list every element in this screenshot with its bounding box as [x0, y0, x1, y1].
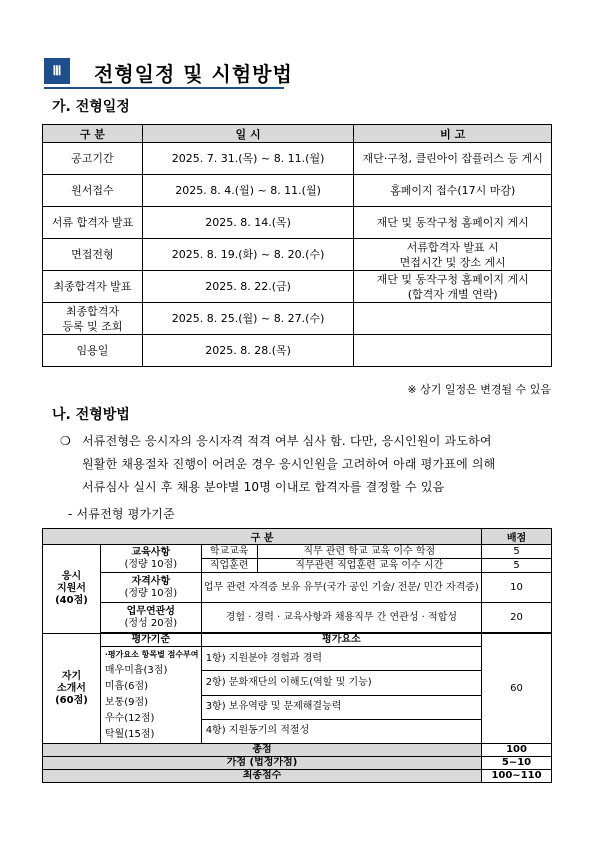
category-line: 최종합격자	[65, 304, 119, 318]
section-title: 전형일정 및 시험방법	[94, 62, 293, 86]
table-row	[43, 175, 552, 207]
final-label: 최종점수	[43, 770, 482, 783]
self-head-elements: 평가요소	[201, 634, 481, 647]
table-row	[43, 545, 552, 559]
table-row	[43, 335, 552, 367]
total-label: 총점	[43, 744, 482, 757]
schedule-table	[42, 124, 552, 367]
col-header-date: 일 시	[142, 125, 354, 143]
qual-desc: 업무 관련 자격증 보유 유무(국가 공인 기술/ 전문/ 민간 자격증)	[201, 573, 481, 603]
criteria-table	[42, 528, 552, 783]
col-header-score: 배점	[482, 529, 552, 545]
cell-note	[354, 335, 552, 367]
final-score: 100~110	[482, 770, 552, 783]
total-row	[43, 744, 552, 757]
cell-note: 재단·구청, 클린아이 잡플러스 등 게시	[354, 143, 552, 175]
cell-note: 홈페이지 접수(17시 마감)	[354, 175, 552, 207]
total-score: 100	[482, 744, 552, 757]
grade-scale: ·평가요소 항목별 점수부여 매우미흡(3점) 미흡(6점) 보통(9점) 우수(12점) 탁월(15점)	[100, 647, 201, 744]
bonus-label: 가점 (법정가점)	[43, 757, 482, 770]
cell-date: 2025. 8. 14.(목)	[142, 207, 354, 239]
table-row	[43, 647, 552, 671]
final-row	[43, 770, 552, 783]
cell-date: 2025. 8. 4.(월) ~ 8. 11.(월)	[142, 175, 354, 207]
qual-label: 자격사항 (정량 10점)	[100, 573, 201, 603]
cell-date: 2025. 8. 28.(목)	[142, 335, 354, 367]
table-header-row	[43, 125, 552, 143]
schedule-footnote: ※ 상기 일정은 변경될 수 있음	[407, 383, 551, 396]
exp-score: 20	[482, 603, 552, 633]
self-head-criteria: 평가기준	[100, 634, 201, 647]
element-item: 1항) 지원분야 경험과 경력	[201, 647, 481, 671]
element-item: 2항) 문화재단의 이해도(역할 및 기능)	[201, 671, 481, 695]
table-header-row	[43, 529, 552, 545]
method-paragraph	[60, 430, 495, 499]
note-line: 면접시간 및 장소 게시	[399, 255, 506, 269]
element-item: 4항) 지원동기의 적절성	[201, 719, 481, 743]
table-row	[43, 239, 552, 271]
cell-date: 2025. 8. 22.(금)	[142, 271, 354, 303]
edu-desc: 직무 관련 학교 교육 이수 학점	[257, 545, 481, 559]
self-intro-score: 60	[482, 634, 552, 744]
self-intro-label: 자기 소개서 (60점)	[43, 634, 101, 744]
cell-date: 2025. 8. 19.(화) ~ 8. 20.(수)	[142, 239, 354, 271]
edu-type: 직업훈련	[201, 559, 257, 573]
table-row	[43, 573, 552, 603]
note-line: 서류합격자 발표 시	[406, 240, 499, 254]
table-row	[43, 303, 552, 335]
cell-category: 면접전형	[43, 239, 143, 271]
exp-desc: 경험 · 경력 · 교육사항과 채용직무 간 연관성 · 적합성	[201, 603, 481, 633]
col-header-category: 구 분	[43, 529, 482, 545]
cell-category: 원서접수	[43, 175, 143, 207]
edu-type: 학교교육	[201, 545, 257, 559]
para-line: 서류심사 실시 후 채용 분야별 10명 이내로 합격자를 결정할 수 있음	[82, 480, 445, 494]
section-number-badge: Ⅲ	[44, 58, 70, 84]
cell-note	[354, 239, 552, 271]
table-row	[43, 207, 552, 239]
col-header-note: 비 고	[354, 125, 552, 143]
cell-category: 서류 합격자 발표	[43, 207, 143, 239]
subsection-title-method: 나. 전형방법	[52, 407, 130, 423]
cell-note	[354, 303, 552, 335]
edu-desc: 직무관련 직업훈련 교육 이수 시간	[257, 559, 481, 573]
bonus-row	[43, 757, 552, 770]
exp-label: 업무연관성 (정성 20점)	[100, 603, 201, 633]
table-row	[43, 634, 552, 647]
title-underline	[44, 87, 284, 89]
element-item: 3항) 보유역량 및 문제해결능력	[201, 695, 481, 719]
cell-date: 2025. 8. 25.(월) ~ 8. 27.(수)	[142, 303, 354, 335]
para-line	[60, 430, 495, 453]
note-line: 재단 및 동작구청 홈페이지 게시	[376, 272, 529, 286]
note-line: (합격자 개별 연락)	[407, 287, 498, 301]
edu-score: 5	[482, 545, 552, 559]
qual-score: 10	[482, 573, 552, 603]
para-line: 원활한 채용절차 진행이 어려운 경우 응시인원을 고려하여 아래 평가표에 의해	[82, 457, 496, 471]
table-row	[43, 603, 552, 633]
cell-note	[354, 271, 552, 303]
criteria-subtitle: - 서류전형 평가기준	[68, 507, 175, 521]
cell-category: 공고기간	[43, 143, 143, 175]
para-text: 서류전형은 응시자의 응시자격 적격 여부 심사 함. 다만, 응시인원이 과도하여	[82, 434, 492, 448]
cell-category	[43, 303, 143, 335]
edu-label: 교육사항 (정량 10점)	[100, 545, 201, 573]
bonus-score: 5~10	[482, 757, 552, 770]
application-form-label: 응시 지원서 (40점)	[43, 545, 101, 634]
table-row	[43, 143, 552, 175]
cell-category: 임용일	[43, 335, 143, 367]
cell-category: 최종합격자 발표	[43, 271, 143, 303]
cell-date: 2025. 7. 31.(목) ~ 8. 11.(월)	[142, 143, 354, 175]
col-header-category: 구 분	[43, 125, 143, 143]
cell-note: 재단 및 동작구청 홈페이지 게시	[354, 207, 552, 239]
category-line: 등록 및 조회	[62, 319, 123, 333]
table-row	[43, 271, 552, 303]
subsection-title-schedule: 가. 전형일정	[52, 99, 130, 115]
bullet-icon: ❍	[60, 434, 71, 448]
edu-score: 5	[482, 559, 552, 573]
